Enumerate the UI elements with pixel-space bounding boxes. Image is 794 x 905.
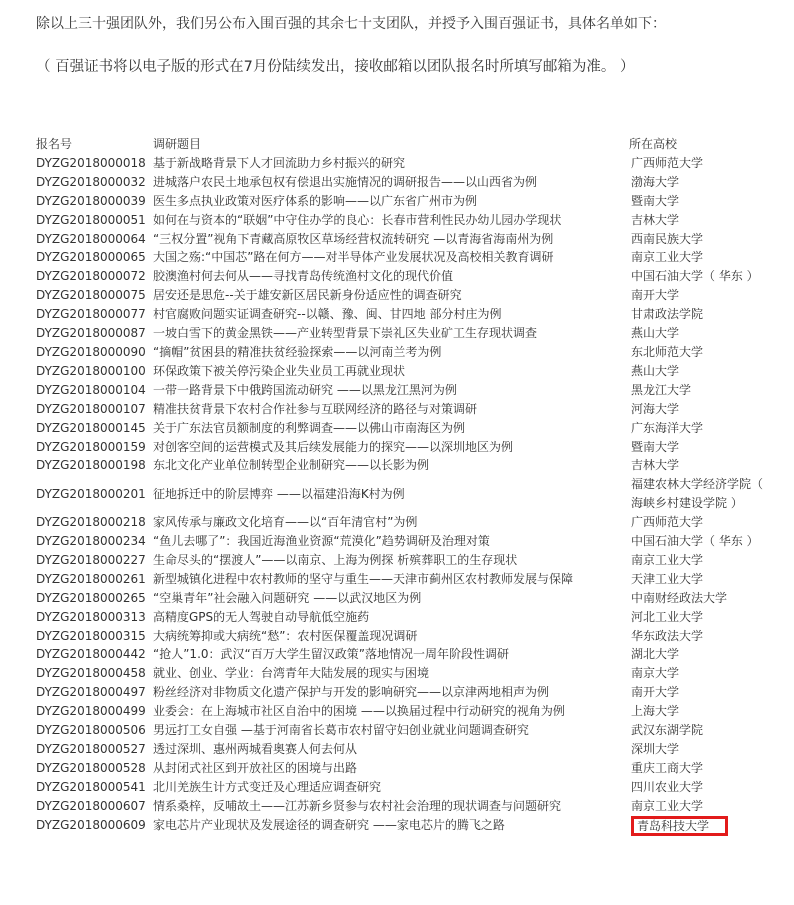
university: 湖北大学: [631, 647, 680, 662]
university: 上海大学: [631, 704, 680, 719]
research-topic: 一坡白雪下的黄金黑铁——产业转型背景下崇礼区失业矿工生存现状调查: [153, 326, 538, 341]
research-topic: “鱼儿去哪了”：我国近海渔业资源“荒漠化”趋势调研及治理对策: [153, 534, 490, 549]
registration-number: DYZG2018000087: [36, 326, 146, 341]
registration-number: DYZG2018000506: [36, 723, 146, 738]
registration-number: DYZG2018000265: [36, 590, 146, 605]
university: 南京工业大学: [631, 798, 704, 813]
registration-number: DYZG2018000201: [36, 486, 146, 501]
table-row: [36, 702, 776, 721]
table-row: [36, 645, 776, 664]
registration-number: DYZG2018000227: [36, 552, 146, 567]
university: 南开大学: [631, 685, 680, 700]
research-topic: 新型城镇化进程中农村教师的坚守与重生——天津市蓟州区农村教师发展与保障: [153, 571, 574, 586]
university: 南京工业大学: [631, 552, 704, 567]
research-topic: 大国之殇:“中国芯”路在何方——对半导体产业发展状况及高校相关教育调研: [153, 250, 554, 265]
table-row: [36, 797, 776, 816]
table-row: [36, 683, 776, 702]
research-topic: 透过深圳、惠州两城看奥赛人何去何从: [153, 742, 358, 756]
registration-number: DYZG2018000541: [36, 779, 146, 794]
table-row: [36, 419, 776, 438]
university: 四川农业大学: [631, 779, 704, 794]
research-topic: 家电芯片产业现状及发展途径的调查研究 ——家电芯片的腾飞之路: [153, 818, 505, 833]
university: 深圳大学: [631, 742, 680, 756]
table-row: [36, 324, 776, 343]
research-topic: 如何在与资本的“联姻”中守住办学的良心：长春市营利性民办幼儿园办学现状: [153, 212, 562, 227]
university: 华东政法大学: [631, 628, 704, 643]
registration-number: DYZG2018000064: [36, 231, 146, 246]
research-topic: 征地拆迁中的阶层博弈 ——以福建沿海K村为例: [153, 486, 405, 501]
table-row: [36, 267, 776, 286]
research-topic: “抢人”1.0：武汉“百万大学生留汉政策”落地情况一周年阶段性调研: [153, 647, 509, 662]
registration-number: DYZG2018000609: [36, 818, 146, 833]
table-row: [36, 192, 776, 211]
registration-number: DYZG2018000497: [36, 685, 146, 700]
registration-number: DYZG2018000107: [36, 401, 146, 416]
university: 暨南大学: [631, 193, 680, 208]
university: 天津工业大学: [631, 571, 704, 586]
table-row: [36, 589, 776, 608]
table-body: [36, 154, 776, 836]
table-row: [36, 816, 776, 836]
registration-number: DYZG2018000261: [36, 571, 146, 586]
header-school: 所在高校: [629, 137, 678, 151]
table-row: [36, 608, 776, 627]
university: 中国石油大学（ 华东 ）: [631, 534, 759, 549]
university: 南京工业大学: [631, 250, 704, 265]
registration-number: DYZG2018000104: [36, 382, 146, 397]
university: 吉林大学: [631, 212, 680, 227]
certificate-note: （ 百强证书将以电子版的形式在7月份陆续发出，接收邮箱以团队报名时所填写邮箱为准。 ）: [36, 59, 635, 75]
table-row: [36, 759, 776, 778]
table-row: [36, 381, 776, 400]
registration-number: DYZG2018000039: [36, 193, 146, 208]
research-topic: 家风传承与廉政文化培育——以“百年清官村”为例: [153, 515, 418, 530]
research-topic: 就业、创业、学业：台湾青年大陆发展的现实与困境: [153, 666, 430, 681]
intro-text: 除以上三十强团队外，我们另公布入围百强的其余七十支团队，并授予入围百强证书，具体名单如下：: [36, 16, 666, 32]
registration-number: DYZG2018000075: [36, 288, 146, 303]
table-row: [36, 513, 776, 532]
highlighted-school-cell: [629, 816, 776, 836]
university: 河海大学: [631, 401, 680, 416]
research-topic: 一带一路背景下中俄跨国流动研究 ——以黑龙江黑河为例: [153, 382, 457, 397]
university: 福建农林大学经济学院（ 海峡乡村建设学院 ）: [631, 477, 764, 511]
research-topic: 村官腐败问题实证调查研究--以赣、豫、闽、甘四地 部分村庄为例: [153, 307, 502, 322]
registration-number: DYZG2018000528: [36, 760, 146, 775]
table-row: [36, 248, 776, 267]
university: 南京大学: [631, 666, 680, 681]
registration-number: DYZG2018000313: [36, 609, 146, 624]
research-topic: 进城落户农民土地承包权有偿退出实施情况的调研报告——以山西省为例: [153, 174, 538, 189]
table-row: [36, 570, 776, 589]
registration-number: DYZG2018000090: [36, 344, 146, 359]
research-topic: 东北文化产业单位制转型企业制研究——以长影为例: [153, 458, 430, 473]
team-list-table: [36, 135, 776, 836]
university: 东北师范大学: [631, 344, 704, 359]
registration-number: DYZG2018000065: [36, 250, 146, 265]
table-row: [36, 154, 776, 173]
table-row: [36, 173, 776, 192]
table-row: [36, 551, 776, 570]
research-topic: 情系桑梓，反哺故土——江苏新乡贤参与农村社会治理的现状调查与问题研究: [153, 798, 562, 813]
registration-number: DYZG2018000458: [36, 666, 146, 681]
research-topic: “三权分置”视角下青藏高原牧区草场经营权流转研究 —以青海省海南州为例: [153, 231, 554, 246]
table-row: [36, 456, 776, 475]
research-topic: 男远打工女自强 —基于河南省长葛市农村留守妇创业就业问题调查研究: [153, 723, 529, 738]
table-row: [36, 286, 776, 305]
university: 河北工业大学: [631, 609, 704, 624]
research-topic: “摘帽”贫困县的精准扶贫经验探索——以河南兰考为例: [153, 344, 442, 359]
table-row: [36, 778, 776, 797]
research-topic: 关于广东法官员额制度的利弊调查——以佛山市南海区为例: [153, 420, 466, 435]
research-topic: 高精度GPS的无人驾驶自动导航低空施药: [153, 609, 370, 624]
table-row: [36, 230, 776, 249]
registration-number: DYZG2018000145: [36, 420, 146, 435]
research-topic: 环保政策下被关停污染企业失业员工再就业现状: [153, 363, 406, 378]
university: 广西师范大学: [631, 155, 704, 170]
registration-number: DYZG2018000218: [36, 515, 146, 530]
research-topic: 从封闭式社区到开放社区的困境与出路: [153, 760, 358, 775]
table-row: [36, 475, 776, 513]
table-row: [36, 362, 776, 381]
table-row: [36, 740, 776, 759]
university: 渤海大学: [631, 174, 680, 189]
university: 黑龙江大学: [631, 382, 692, 397]
table-row: [36, 664, 776, 683]
registration-number: DYZG2018000032: [36, 174, 146, 189]
registration-number: DYZG2018000315: [36, 628, 146, 643]
university: 广西师范大学: [631, 515, 704, 530]
table-row: [36, 400, 776, 419]
university: 南开大学: [631, 288, 680, 303]
research-topic: “空巢青年”社会融入问题研究 ——以武汉地区为例: [153, 590, 422, 605]
research-topic: 业委会：在上海城市社区自治中的困境 ——以换届过程中行动研究的视角为例: [153, 704, 565, 719]
university: 吉林大学: [631, 458, 680, 473]
registration-number: DYZG2018000100: [36, 363, 146, 378]
table-row: [36, 532, 776, 551]
registration-number: DYZG2018000018: [36, 155, 146, 170]
registration-number: DYZG2018000198: [36, 458, 146, 473]
table-header-row: [36, 135, 776, 154]
registration-number: DYZG2018000499: [36, 704, 146, 719]
university: 燕山大学: [631, 363, 680, 378]
research-topic: 粉丝经济对非物质文化遗产保护与开发的影响研究——以京津两地相声为例: [153, 685, 550, 700]
registration-number: DYZG2018000607: [36, 798, 146, 813]
registration-number: DYZG2018000527: [36, 742, 146, 756]
research-topic: 生命尽头的“摆渡人”——以南京、上海为例探 析殡葬职工的生存现状: [153, 552, 518, 567]
university: 中国石油大学（ 华东 ）: [631, 269, 759, 284]
research-topic: 胶澳渔村何去何从——寻找青岛传统渔村文化的现代价值: [153, 269, 454, 284]
table-row: [36, 627, 776, 646]
table-row: [36, 721, 776, 740]
table-row: [36, 343, 776, 362]
registration-number: DYZG2018000051: [36, 212, 146, 227]
registration-number: DYZG2018000442: [36, 647, 146, 662]
university: 中南财经政法大学: [631, 590, 728, 605]
research-topic: 大病统筹抑或大病统“愁”：农村医保覆盖现况调研: [153, 628, 418, 643]
research-topic: 精准扶贫背景下农村合作社参与互联网经济的路径与对策调研: [153, 401, 478, 416]
research-topic: 北川羌族生计方式变迁及心理适应调查研究: [153, 779, 382, 794]
registration-number: DYZG2018000077: [36, 307, 146, 322]
university: 西南民族大学: [631, 231, 704, 246]
research-topic: 基于新战略背景下人才回流助力乡村振兴的研究: [153, 155, 406, 170]
registration-number: DYZG2018000072: [36, 269, 146, 284]
research-topic: 医生多点执业政策对医疗体系的影响——以广东省广州市为例: [153, 193, 478, 208]
university: 重庆工商大学: [631, 760, 704, 775]
header-topic: 调研题目: [153, 137, 202, 151]
table-row: [36, 305, 776, 324]
table-row: [36, 211, 776, 230]
university: 甘肃政法学院: [631, 307, 704, 322]
registration-number: DYZG2018000159: [36, 439, 146, 454]
university: 暨南大学: [631, 439, 680, 454]
header-id: 报名号: [36, 137, 73, 151]
table-row: [36, 438, 776, 457]
research-topic: 对创客空间的运营模式及其后续发展能力的探究——以深圳地区为例: [153, 439, 514, 454]
university: 燕山大学: [631, 326, 680, 341]
registration-number: DYZG2018000234: [36, 534, 146, 549]
university: 广东海洋大学: [631, 420, 704, 435]
research-topic: 居安还是思危--关于雄安新区居民新身份适应性的调查研究: [153, 288, 462, 303]
highlighted-school: 青岛科技大学: [631, 816, 728, 836]
university: 武汉东湖学院: [631, 723, 704, 738]
